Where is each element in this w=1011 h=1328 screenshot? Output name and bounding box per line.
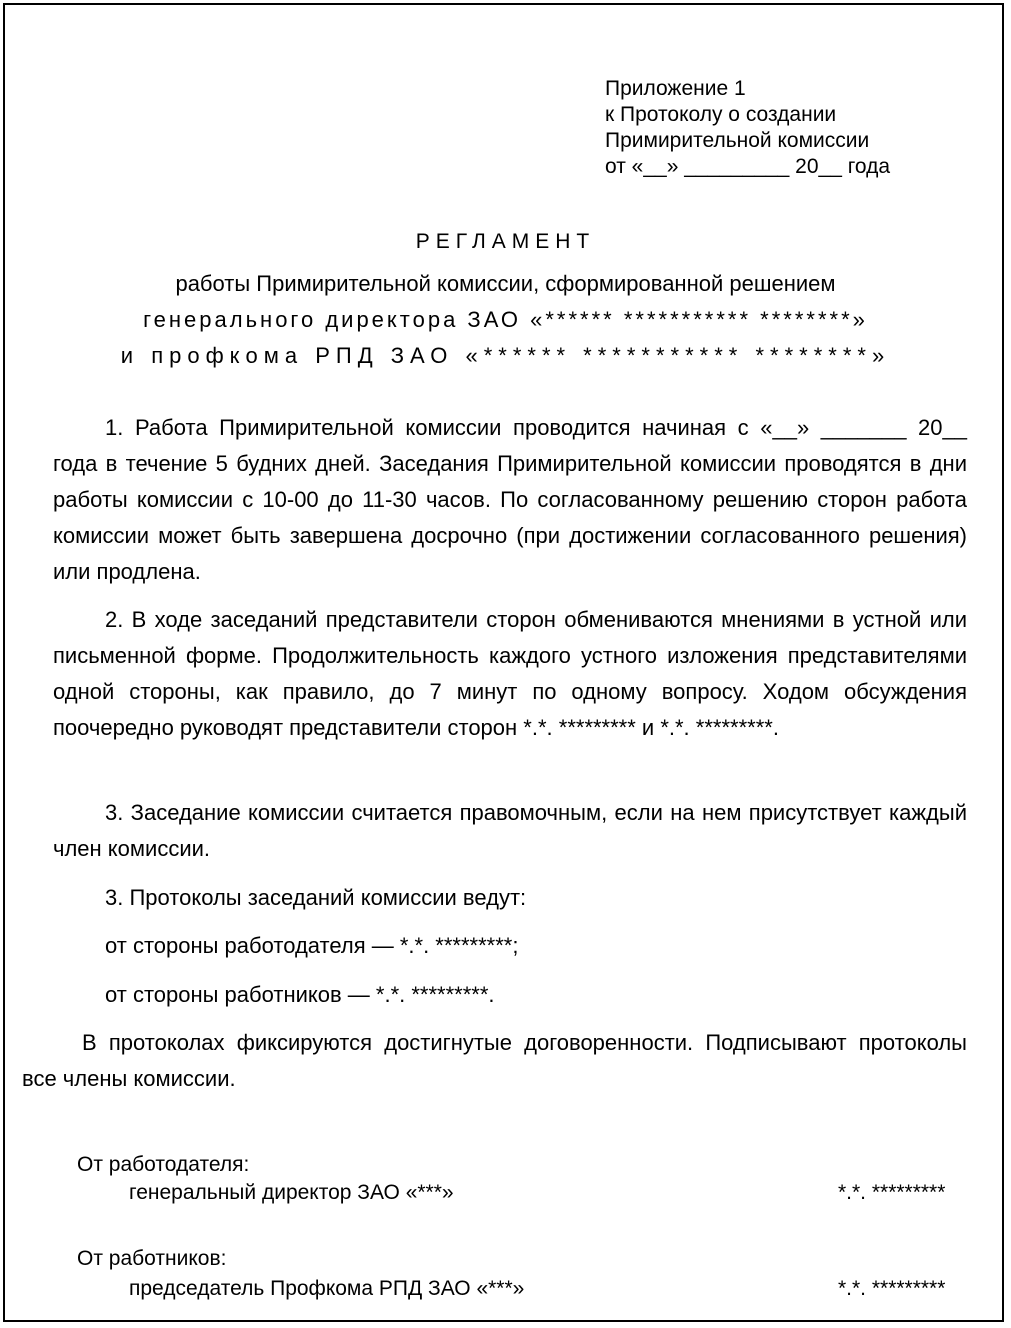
paragraph-4: 3. Протоколы заседаний комиссии ведут: (105, 885, 527, 910)
employer-signature-role: генеральный директор ЗАО «***» (129, 1181, 454, 1204)
employer-signature-name: *.*. ********* (838, 1181, 946, 1204)
appendix-line-2: к Протоколу о создании (605, 103, 837, 126)
paragraph-2: 2. В ходе заседаний представители сторон обмениваются мнениями в устной или письменной форме. Продолжительность каждого устного изложения представителями одной стороны, как правило, до 7 минут по одному вопросу. Ходом обсуждения поочередно руководят представители сторон *.*. ********* и *.*. *********. (53, 607, 967, 740)
appendix-line-1: Приложение 1 (605, 77, 746, 100)
subtitle-line-3: и профкома РПД ЗАО «****** *********** ********» (120, 343, 891, 368)
paragraph-protocols: В протоколах фиксируются достигнутые договоренности. Подписывают протоколы все члены комиссии. (22, 1030, 967, 1091)
paragraph-employees-recorder: от стороны работников — *.*. *********. (105, 982, 495, 1007)
appendix-header (605, 76, 890, 180)
subtitle-line-2: генерального директора ЗАО «****** *********** ********» (143, 307, 868, 332)
employees-signature-name: *.*. ********* (838, 1277, 946, 1300)
employees-signature-label: От работников: (77, 1247, 227, 1270)
paragraph-3: 3. Заседание комиссии считается правомочным, если на нем присутствует каждый член комиссии. (53, 800, 967, 861)
employer-signature-label: От работодателя: (77, 1153, 250, 1176)
employees-signature-role: председатель Профкома РПД ЗАО «***» (129, 1277, 525, 1300)
appendix-line-4: от «__» _________ 20__ года (605, 155, 891, 178)
document-title: РЕГЛАМЕНТ (415, 230, 596, 253)
paragraph-1: 1. Работа Примирительной комиссии проводится начиная с «__» _______ 20__ года в течение 5 будних дней. Заседания Примирительной комиссии проводятся в дни работы комиссии с 10-00 до 11-30 часов. По согласованному решению сторон работа комиссии может быть завершена досрочно (при достижении согласованного решения) или продлена. (53, 415, 967, 584)
paragraph-employer-recorder: от стороны работодателя — *.*. *********; (105, 933, 519, 958)
subtitle-line-1: работы Примирительной комиссии, сформированной решением (175, 271, 836, 296)
appendix-line-3: Примирительной комиссии (605, 129, 870, 152)
